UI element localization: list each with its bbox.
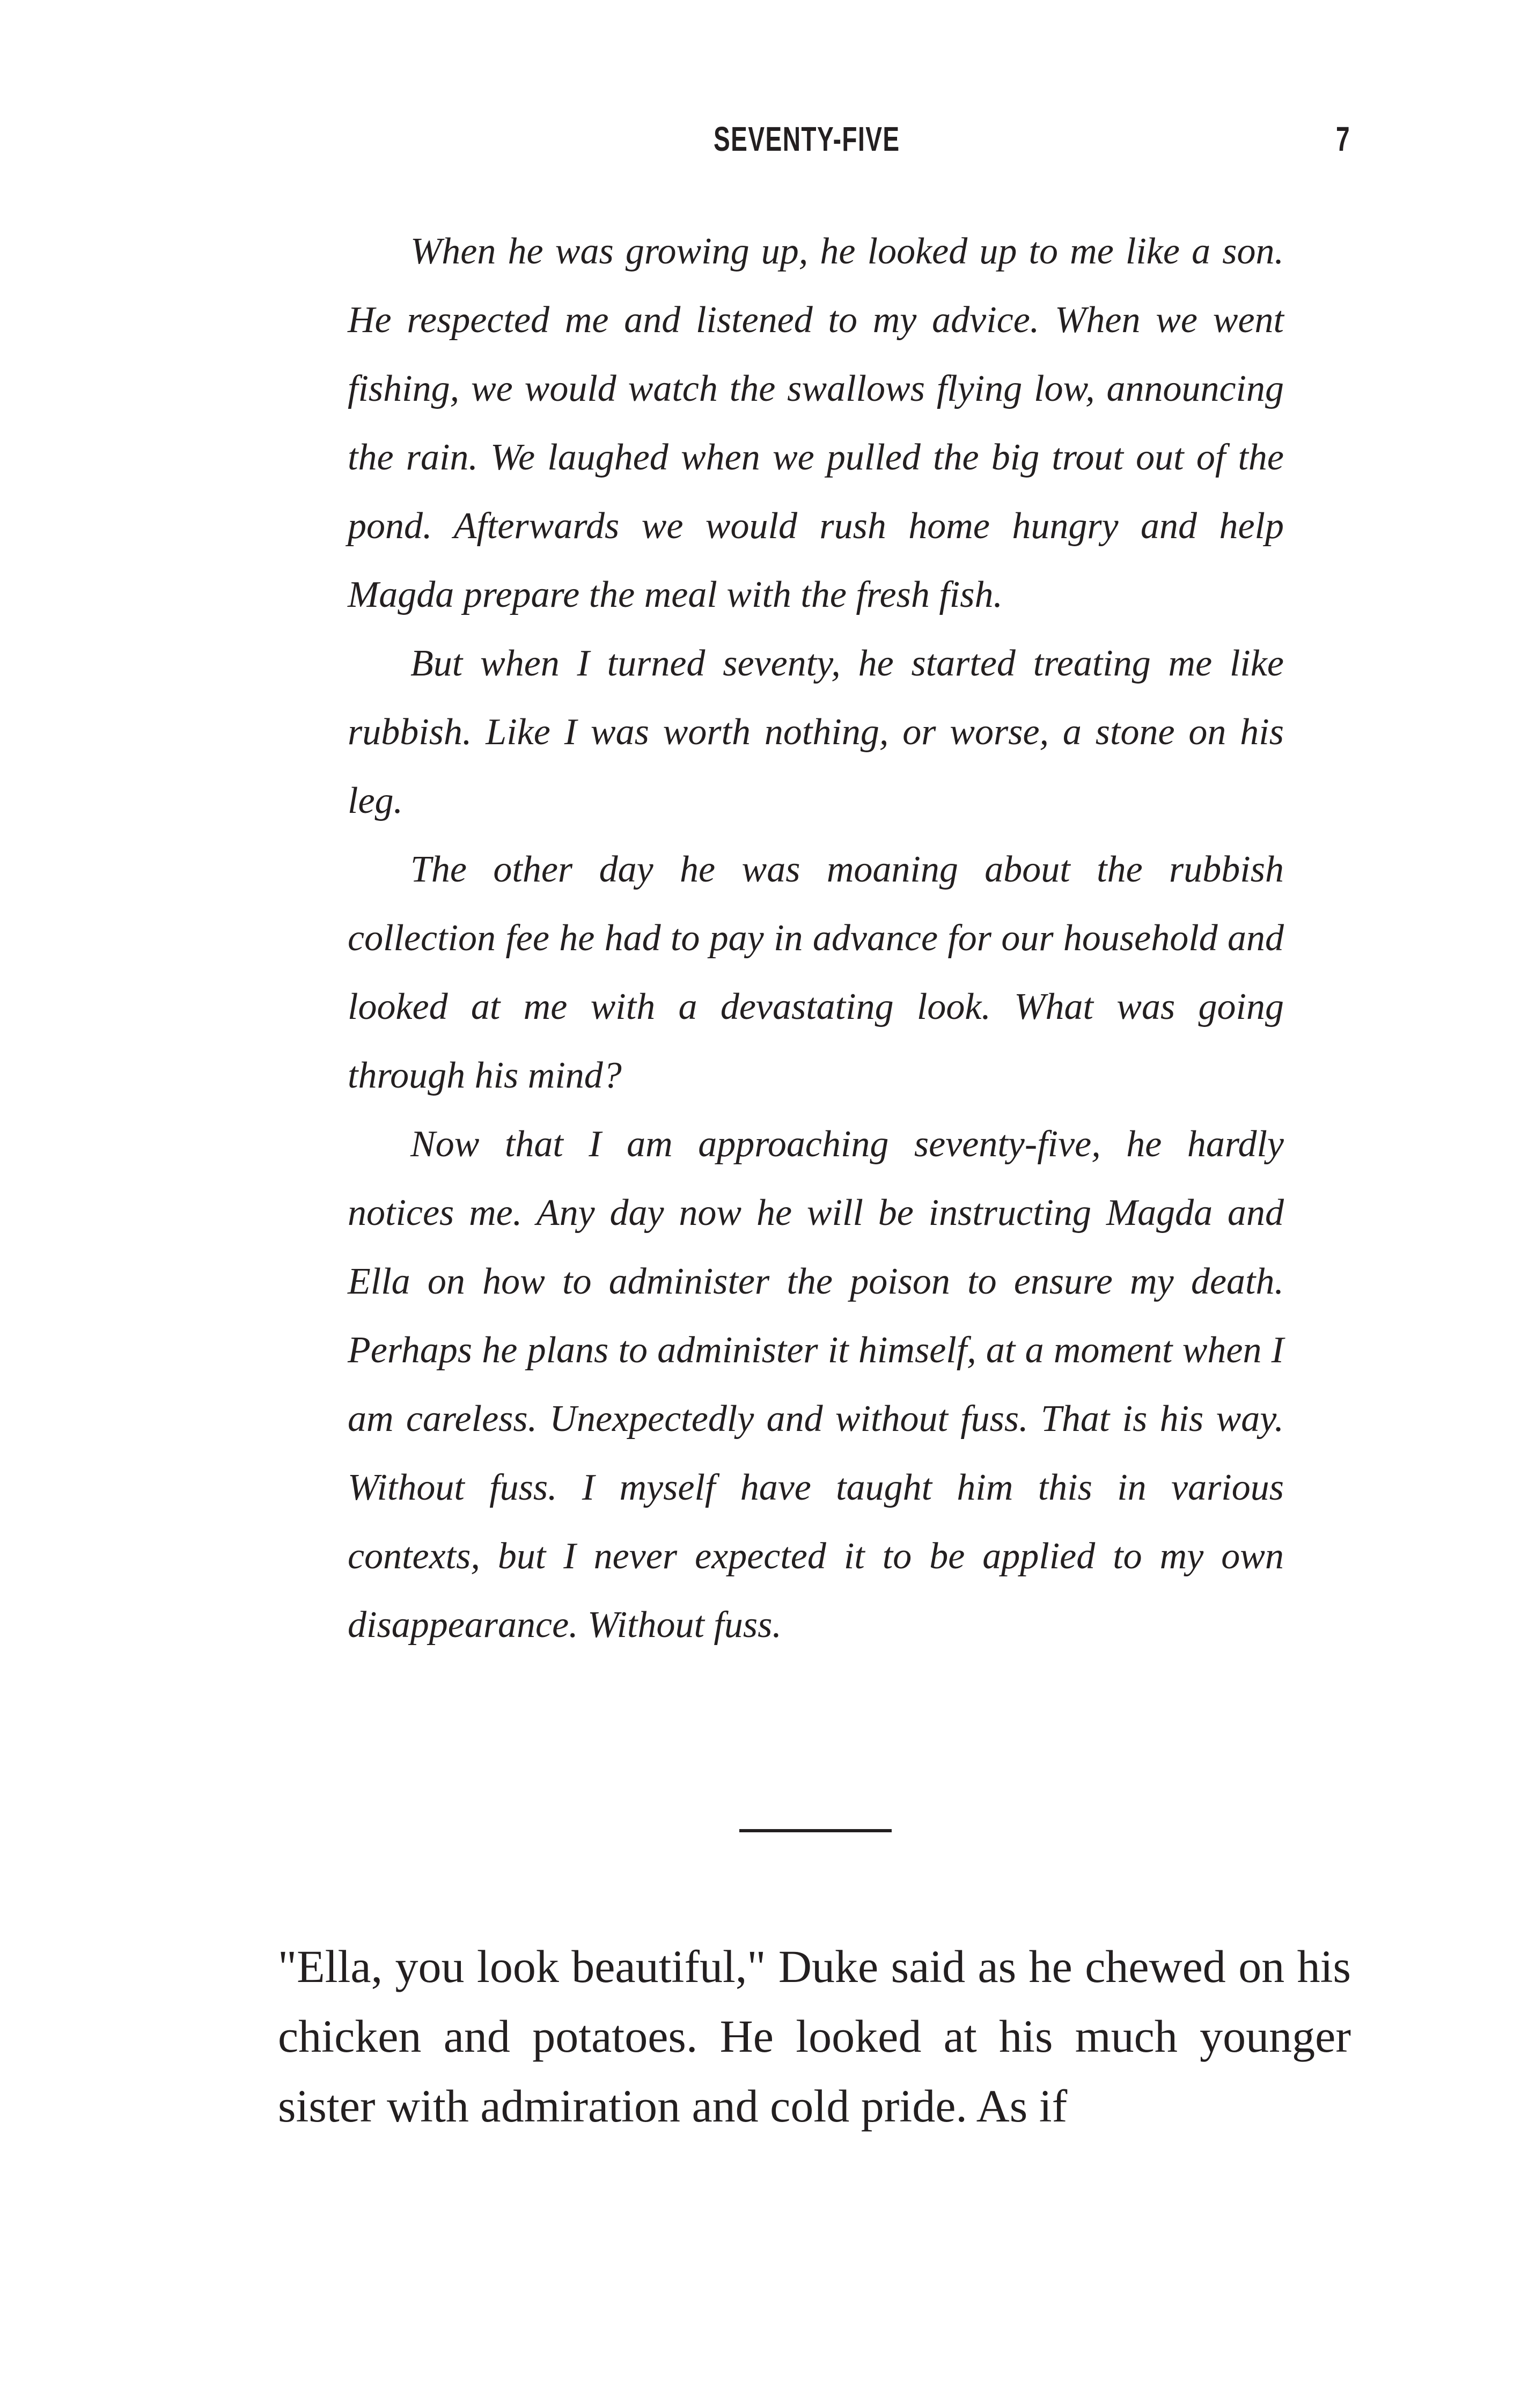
letter-paragraph: The other day he was moaning about the rubbish collection fee he had to pay in advance for our household and looked at me with a devastating look. What was going through his mind? <box>348 849 1284 1096</box>
running-head: SEVENTY-FIVE <box>714 120 900 158</box>
letter-paragraph: When he was growing up, he looked up to me like a son. He respected me and listened to my advice. When we went fishing, we would watch the swallows flying low, announcing the rain. We laughed when we pulled the big trout out of the pond. Afterwards we would rush home hungry and help Magda prepare the meal with the fresh fish. <box>348 231 1284 615</box>
body-paragraph: "Ella, you look beautiful," Duke said as he chewed on his chicken and potatoes. He looked at his much younger sister with admiration and cold pride. As if <box>278 1941 1351 2132</box>
body-text-section <box>278 1932 1351 2141</box>
page-header <box>0 119 1521 167</box>
section-divider <box>739 1829 892 1832</box>
page-number: 7 <box>1336 120 1350 158</box>
italic-letter-section <box>348 217 1284 1660</box>
letter-paragraph: But when I turned seventy, he started treating me like rubbish. Like I was worth nothing, or worse, a stone on his leg. <box>348 643 1284 821</box>
letter-paragraph: Now that I am approaching seventy-five, he hardly notices me. Any day now he will be instructing Magda and Ella on how to administer the poison to ensure my death. Perhaps he plans to administer it himself, at a moment when I am careless. Unexpectedly and without fuss. That is his way. Without fuss. I myself have taught him this in various contexts, but I never expected it to be applied to my own disappearance. Without fuss. <box>348 1124 1284 1646</box>
